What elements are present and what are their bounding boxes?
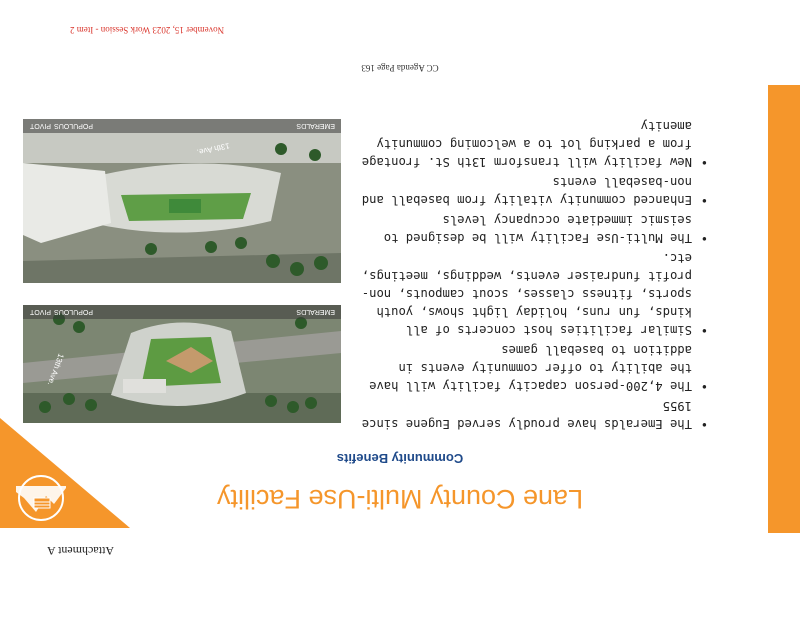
- attachment-label: Attachment A: [47, 544, 114, 558]
- slide-title: Lane County Multi-Use Facility: [216, 484, 584, 514]
- stadium-rendering-street: [23, 119, 341, 283]
- rendering-credit: EMERALDS: [296, 122, 335, 129]
- rendering-credit: PIVOT: [29, 308, 51, 315]
- bullet-item: • The 4,200-person capacity facility will have the ability to offer community events in addition to baseball games: [357, 341, 692, 395]
- rendering-credit: POPULOUS: [54, 122, 93, 129]
- lane-county-logo: [8, 474, 74, 522]
- bullet-item: • Similar facilities host concerts of all kinds, fun runs, holiday light shows, youth sports, fitness classes, scout campouts, non-profit fundraiser events, weddings, meetings, etc.: [357, 249, 692, 339]
- benefits-list: [357, 115, 710, 433]
- work-session-label: November 15, 2023 Work Session - Item 2: [70, 25, 225, 35]
- rendering-credit: EMERALDS: [296, 308, 335, 315]
- street-label: 13th Ave.: [196, 141, 231, 157]
- stadium-rendering-aerial: [23, 305, 341, 423]
- bullet-item: • The Emeralds have proudly served Eugene since 1955: [357, 397, 692, 433]
- rendering-credit: PIVOT: [29, 122, 51, 129]
- rendering-credit: POPULOUS: [54, 308, 93, 315]
- bullet-item: • Enhanced community vitality from baseball and non-baseball events: [357, 173, 692, 209]
- street-label: 13th Ave.: [45, 352, 66, 387]
- orange-side-bar: [768, 85, 800, 533]
- bullet-item: • The Multi-Use Facility will be designed to seismic immediate occupancy levels: [357, 211, 692, 247]
- agenda-page-number: CC Agenda Page 163: [361, 63, 439, 73]
- slide-subtitle: Community Benefits: [336, 451, 464, 466]
- bullet-item: • New facility will transform 13th St. frontage from a parking lot to a welcoming community amenity: [357, 117, 692, 171]
